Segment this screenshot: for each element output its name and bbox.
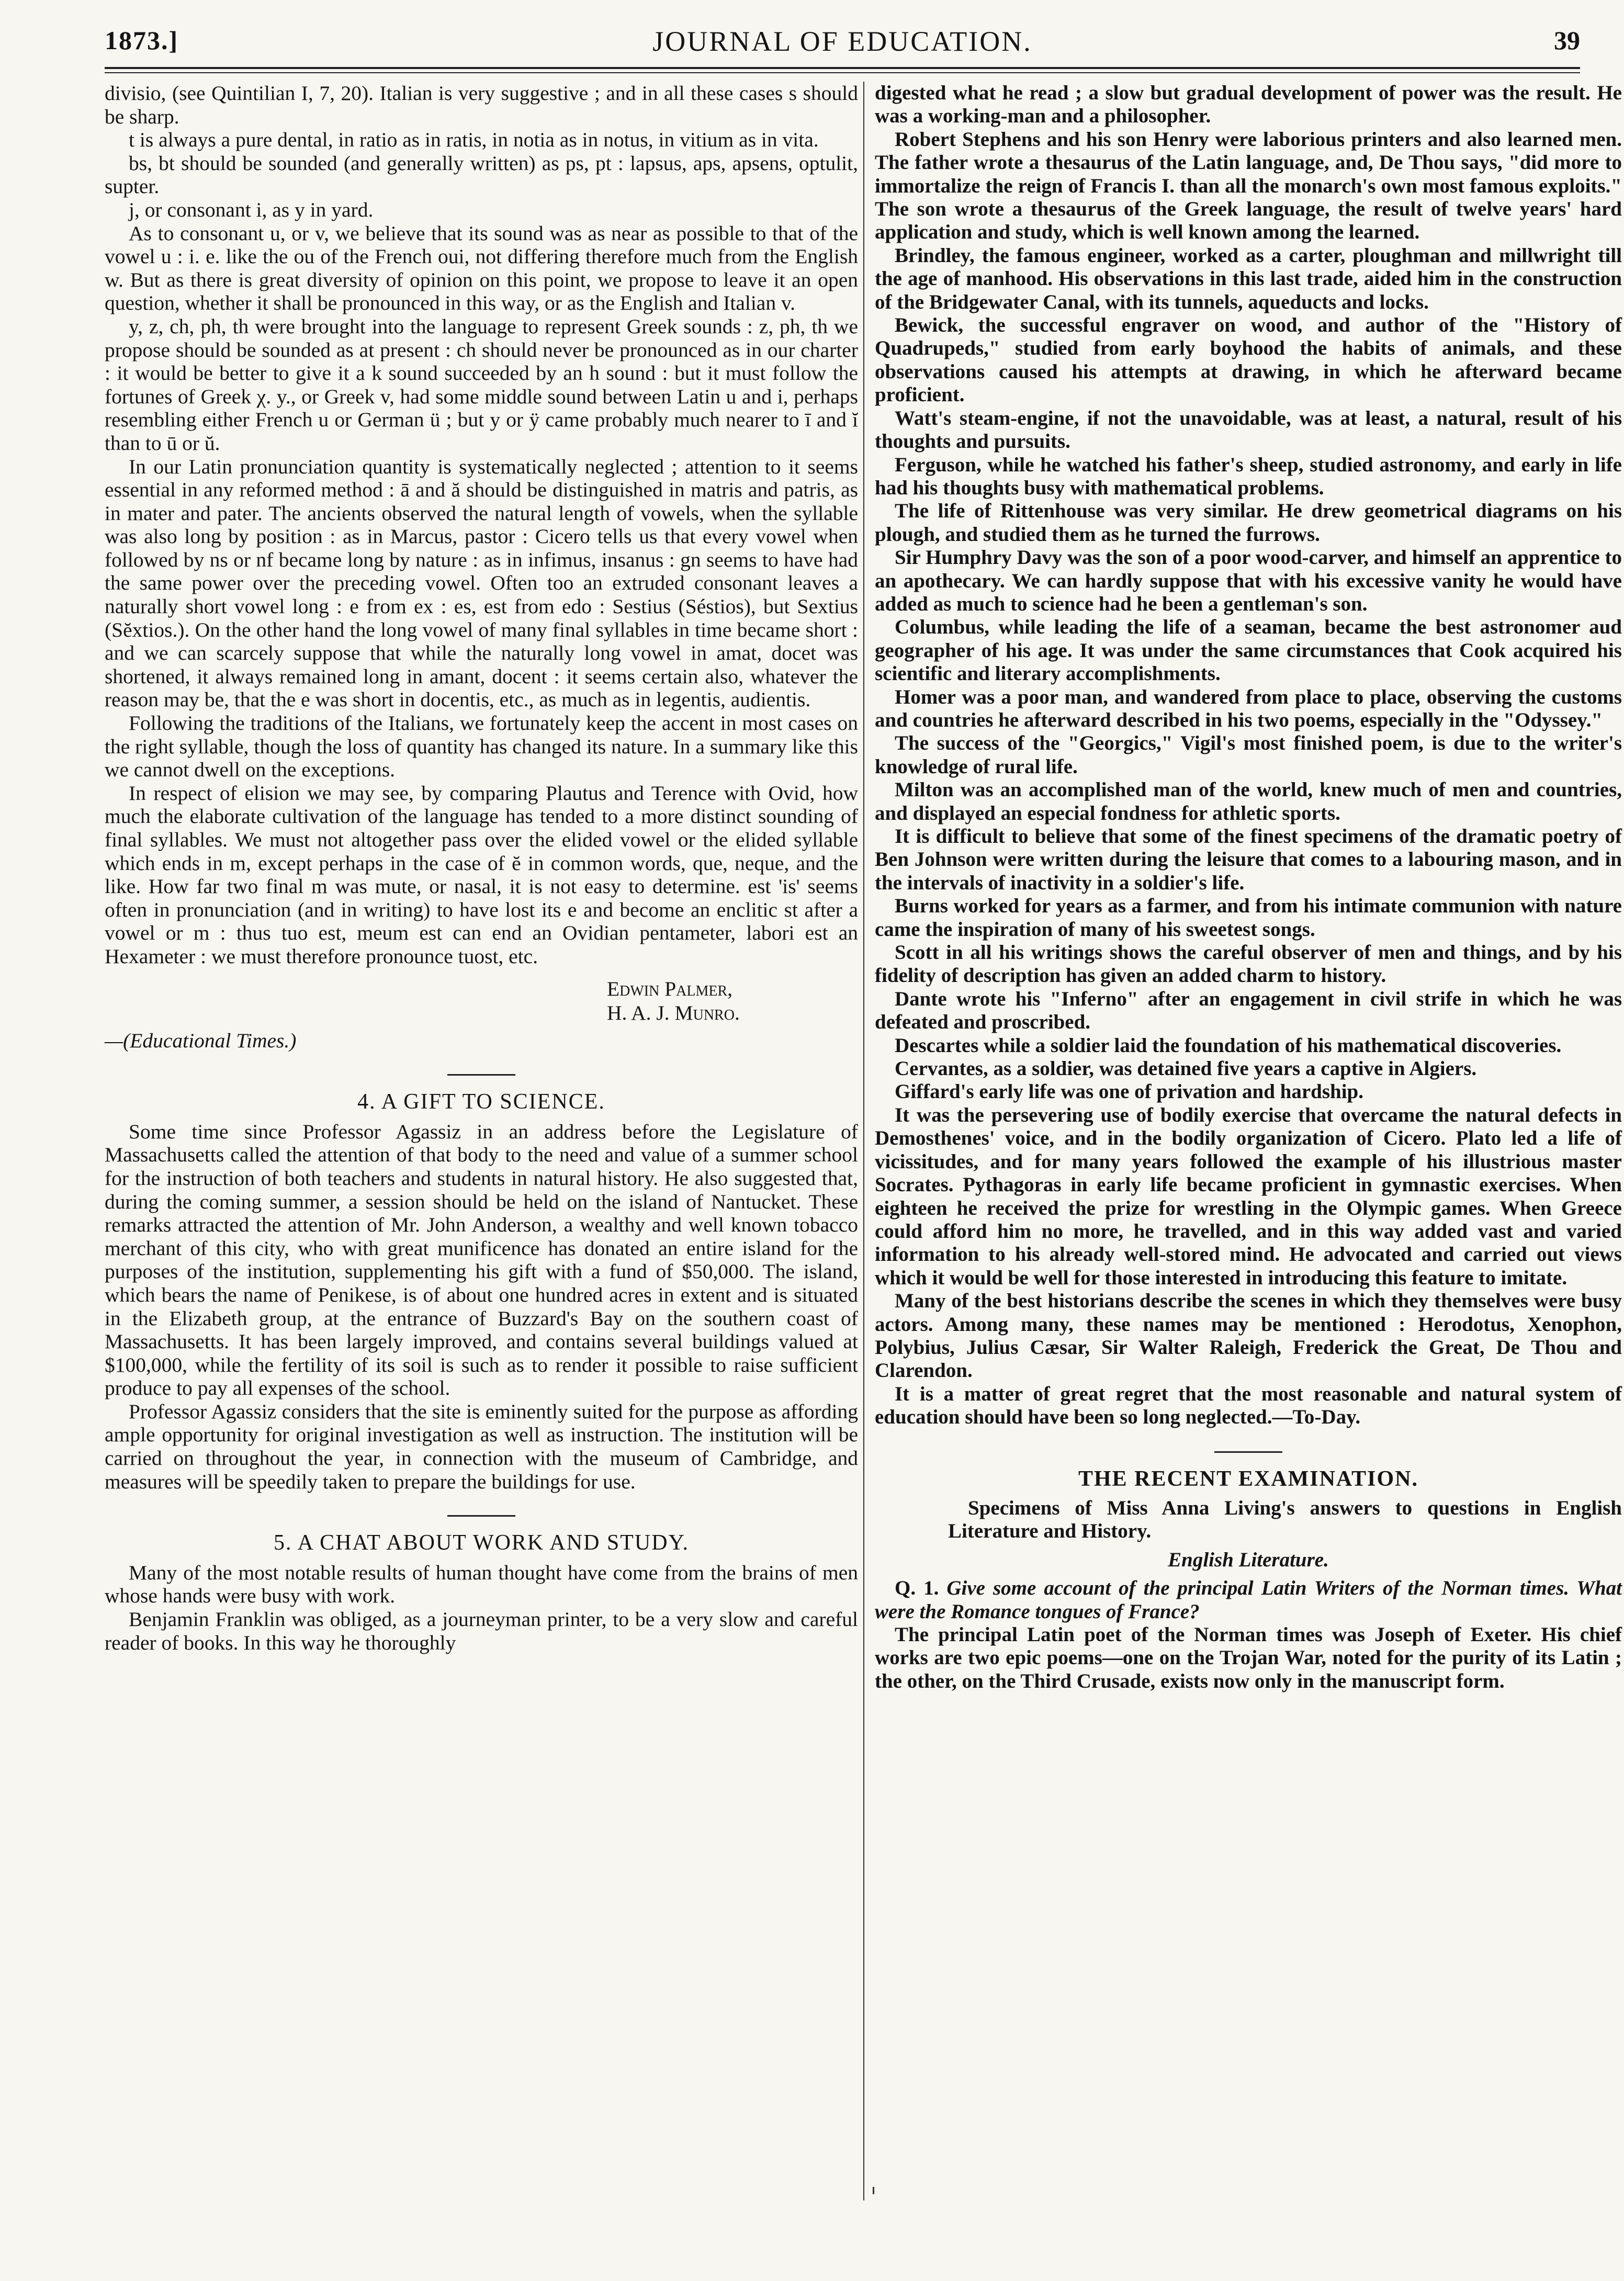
right-column bbox=[875, 82, 1622, 1693]
section-heading: 4. A GIFT TO SCIENCE. bbox=[357, 1090, 605, 1114]
paragraph: Ferguson, while he watched his father's sheep, studied astronomy, and early in life had his thoughts busy with mathematical problems. bbox=[875, 453, 1622, 499]
signature-line: H. A. J. Munro. bbox=[607, 1001, 740, 1024]
source-credit: —(Educational Times.) bbox=[105, 1029, 297, 1052]
paragraph: digested what he read ; a slow but gradual development of power was the result. He was a working-man and a philosopher. bbox=[875, 82, 1622, 128]
section-divider bbox=[1214, 1451, 1282, 1453]
section-divider bbox=[447, 1074, 515, 1076]
author-signature bbox=[607, 977, 858, 1025]
paragraph: Homer was a poor man, and wandered from place to place, observing the customs and countries he afterward described in his two poems, especially in the "Odyssey." bbox=[875, 685, 1622, 731]
paragraph: It was the persevering use of bodily exercise that overcame the natural defects in Demosthenes' voice, and in the bodily organization of Cicero. Plato led a life of vicissitudes, and for many years followed the example of his illustrious master Socrates. Pythagoras in early life became proficient in gymnastic exercises. When eighteen he received the prize for wrestling in the Olympic games. When Greece could afford him no more, he travelled, and in this way added vast and varied information to his already well-stored mind. He advocated and carried out views which it would be well for those interested in introducing this feature to imitate. bbox=[875, 1103, 1622, 1289]
question-text: Give some account of the principal Latin Writers of the Norman times. What were the Romance tongues of France? bbox=[875, 1577, 1622, 1623]
exam-question bbox=[875, 1577, 1622, 1623]
page-number: 39 bbox=[1554, 26, 1580, 55]
paragraph: divisio, (see Quintilian I, 7, 20). Italian is very suggestive ; and in all these cases s should be sharp. bbox=[105, 82, 858, 128]
exam-answer: The principal Latin poet of the Norman times was Joseph of Exeter. His chief works are two epic poems—one on the Trojan War, noted for the purity of its Latin ; the other, on the Third Crusade, exists now only in the manuscript form. bbox=[875, 1623, 1622, 1692]
exam-subheading: English Literature. bbox=[1168, 1548, 1329, 1571]
paragraph: j, or consonant i, as y in yard. bbox=[129, 198, 374, 221]
paragraph: It is a matter of great regret that the most reasonable and natural system of education should have been so long neglected.—To-Day. bbox=[875, 1382, 1622, 1429]
paragraph: Following the traditions of the Italians, we fortunately keep the accent in most cases on the right syllable, though the loss of quantity has changed its nature. In a summary like this we cannot dwell on the exceptions. bbox=[105, 712, 858, 782]
paragraph: Cervantes, as a soldier, was detained five years a captive in Algiers. bbox=[895, 1057, 1477, 1080]
header-rule-thin bbox=[105, 72, 1580, 73]
page-header bbox=[105, 21, 1580, 63]
left-column bbox=[105, 82, 858, 1654]
paragraph: Descartes while a soldier laid the foundation of his mathematical discoveries. bbox=[895, 1034, 1562, 1057]
paragraph: bs, bt should be sounded (and generally written) as ps, pt : lapsus, aps, apsens, optulit, supter. bbox=[105, 151, 858, 198]
paragraph: The life of Rittenhouse was very similar. He drew geometrical diagrams on his plough, and studied them as he turned the furrows. bbox=[875, 500, 1622, 546]
paragraph: Columbus, while leading the life of a seaman, became the best astronomer aud geographer of his age. It was under the same circumstances that Cook acquired his scientific and literary accomplishments. bbox=[875, 616, 1622, 685]
paragraph: Robert Stephens and his son Henry were laborious printers and also learned men. The father wrote a thesaurus of the Latin language, and, De Thou says, "did more to immortalize the reign of Francis I. than all the monarch's own most famous exploits." The son wrote a thesaurus of the Greek language, the result of twelve years' hard application and study, which is well known among the learned. bbox=[875, 128, 1622, 244]
exam-intro: Specimens of Miss Anna Living's answers to questions in English Literature and History. bbox=[948, 1496, 1622, 1543]
paragraph: The success of the "Georgics," Vigil's most finished poem, is due to the writer's knowledge of rural life. bbox=[875, 732, 1622, 778]
section-heading: THE RECENT EXAMINATION. bbox=[1078, 1466, 1419, 1491]
paragraph: In our Latin pronunciation quantity is systematically neglected ; attention to it seems essential in any reformed method : ā and ă should be distinguished in matris and patris, as in mater and pater. The ancients observed the natural length of vowels, when the syllable was also long by position : as in Marcus, pastor : Cicero tells us that every vowel when followed by ns or nf became long by nature : as in infimus, insanus : gn seems to have had the same power over the preceding vowel. Often too an extruded consonant leaves a naturally short vowel long : e from ex : es, est from edo : Sestius (Séstios), but Sextius (Sĕxtios.). On the other hand the long vowel of many final syllables in time became short : and we can scarcely suppose that while the naturally long vowel in amat, docet was shortened, it always remained long in amant, docent : it seems certain also, whatever the reason may be, that the e was short in docentis, etc., as much as in legentis, audientis. bbox=[105, 455, 858, 712]
paragraph: Scott in all his writings shows the careful observer of men and things, and by his fidelity of description has given an added charm to history. bbox=[875, 941, 1622, 987]
journal-title: JOURNAL OF EDUCATION. bbox=[652, 26, 1032, 57]
header-rule-thick bbox=[105, 67, 1580, 69]
paragraph: In respect of elision we may see, by comparing Plautus and Terence with Ovid, how much the elaborate cultivation of the language has tended to a more distinct sounding of final syllables. We must not altogether pass over the elided vowel or the elided syllable which ends in m, except perhaps in the case of ĕ in common words, que, neque, and the like. How far two final m was mute, or nasal, it is not easy to determine. est 'is' seems often in pronunciation (and in writing) to have lost its e and become an enclitic st after a vowel or m : thus tuo est, meum est can end an Ovidian pentameter, labori est an Hexameter : we must therefore pronounce tuost, etc. bbox=[105, 781, 858, 968]
paragraph: Dante wrote his "Inferno" after an engagement in civil strife in which he was defeated and proscribed. bbox=[875, 987, 1622, 1034]
paragraph: Benjamin Franklin was obliged, as a journeyman printer, to be a very slow and careful reader of books. In this way he thoroughly bbox=[105, 1608, 858, 1654]
section-heading: 5. A CHAT ABOUT WORK AND STUDY. bbox=[273, 1531, 690, 1555]
column-divider bbox=[863, 82, 864, 2200]
paragraph: Watt's steam-engine, if not the unavoidable, was at least, a natural, result of his thoughts and pursuits. bbox=[875, 406, 1622, 453]
paragraph: As to consonant u, or v, we believe that its sound was as near as possible to that of the vowel u : i. e. like the ou of the French oui, not differing therefore much from the English w. But as there is great diversity of opinion on this point, we propose to leave it an open question, whether it shall be pronounced in this way, or as the English and Italian v. bbox=[105, 221, 858, 315]
paragraph: It is difficult to believe that some of the finest specimens of the dramatic poetry of Ben Johnson were written during the leisure that comes to a labouring mason, and in the intervals of inactivity in a soldier's life. bbox=[875, 825, 1622, 894]
header-year: 1873.] bbox=[105, 26, 179, 55]
paragraph: Milton was an accomplished man of the world, knew much of men and countries, and displayed an especial fondness for athletic sports. bbox=[875, 778, 1622, 825]
paragraph: Giffard's early life was one of privation and hardship. bbox=[895, 1080, 1363, 1103]
paragraph: Some time since Professor Agassiz in an address before the Legislature of Massachusetts called the attention of that body to the need and value of a summer school for the instruction of both teachers and students in natural history. He also suggested that, during the coming summer, a session should be held on the island of Nantucket. These remarks attracted the attention of Mr. John Anderson, a wealthy and well known tobacco merchant of this city, who with great munificence has donated an entire island for the purposes of the institution, supplementing his gift with a fund of $50,000. The island, which bears the name of Penikese, is of about one hundred acres in extent and is situated in the Elizabeth group, at the entrance of Buzzard's Bay on the southern coast of Massachusetts. It has been largely improved, and contains several buildings valued at $100,000, while the fertility of its soil is such as to render it possible to raise sufficient produce to pay all expenses of the school. bbox=[105, 1120, 858, 1400]
paragraph: Burns worked for years as a farmer, and from his intimate communion with nature came the inspiration of many of his sweetest songs. bbox=[875, 895, 1622, 941]
paragraph: y, z, ch, ph, th were brought into the language to represent Greek sounds : z, ph, th we propose should be sounded as at present : ch should never be pronounced as in our charter : it would be better to give it a k sound succeeded by an h sound : but it must follow the fortunes of Greek χ. y., or Greek v, had some middle sound between Latin u and i, perhaps resembling either French u or German ü ; but y or ÿ came probably much nearer to ī and ĭ than to ū or ŭ. bbox=[105, 314, 858, 455]
paragraph: Brindley, the famous engineer, worked as a carter, ploughman and millwright till the age of manhood. His observations in this last trade, aided him in the construction of the Bridgewater Canal, with its tunnels, aqueducts and locks. bbox=[875, 244, 1622, 313]
paragraph: Professor Agassiz considers that the site is eminently suited for the purpose as affording ample opportunity for original investigation as well as instruction. The institution will be carried on throughout the year, in connection with the museum of Cambridge, and measures will be speedily taken to prepare the buildings for use. bbox=[105, 1399, 858, 1493]
print-mark bbox=[873, 2187, 874, 2194]
question-label: Q. 1. bbox=[895, 1577, 939, 1600]
signature-line: Edwin Palmer, bbox=[607, 977, 733, 1000]
paragraph: t is always a pure dental, in ratio as in ratis, in notia as in notus, in vitium as in vita. bbox=[129, 128, 819, 152]
paragraph: Sir Humphry Davy was the son of a poor wood-carver, and himself an apprentice to an apothecary. We can hardly suppose that with his excessive vanity he would have added as much to science had he been a gentleman's son. bbox=[875, 546, 1622, 615]
paragraph: Many of the most notable results of human thought have come from the brains of men whose hands were busy with work. bbox=[105, 1561, 858, 1608]
paragraph: Bewick, the successful engraver on wood, and author of the "History of Quadrupeds," studied from early boyhood the habits of animals, and these observations caused his attempts at drawing, in which he afterward became proficient. bbox=[875, 314, 1622, 406]
section-divider bbox=[447, 1515, 515, 1517]
paragraph: Many of the best historians describe the scenes in which they themselves were busy actors. Among many, these names may be mentioned : Herodotus, Xenophon, Polybius, Julius Cæsar, Sir Walter Raleigh, Frederick the Great, De Thou and Clarendon. bbox=[875, 1290, 1622, 1382]
